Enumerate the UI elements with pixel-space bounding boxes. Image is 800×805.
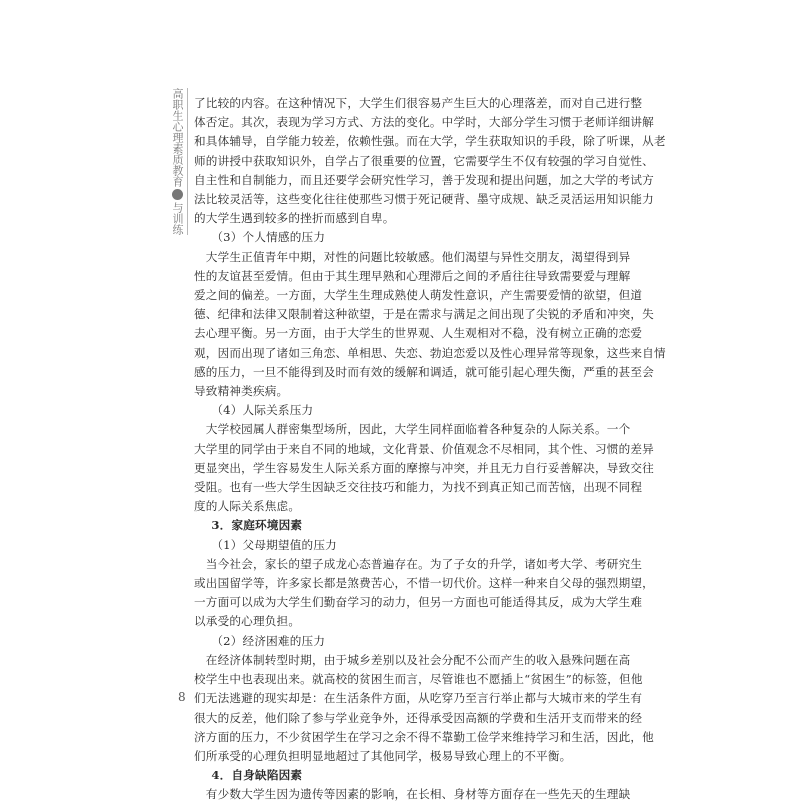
text-line: 以承受的心理负担。 <box>194 614 301 629</box>
text-line: 4．自身缺陷因素 <box>211 768 303 783</box>
page-body <box>194 94 666 805</box>
text-line: （3）个人情感的压力 <box>211 230 326 245</box>
text-line: 受阻。也有一些大学生因缺乏交往技巧和能力，为找不到真正知己而苦恼，出现不同程 <box>194 480 643 495</box>
text-line: 导致精神类疾病。 <box>194 384 289 399</box>
text-line: 们无法逃避的现实却是：在生活条件方面，从吃穿乃至言行举止都与大城市来的学生有 <box>194 691 643 706</box>
text-line: 法比较灵活等，这些变化往往使那些习惯于死记硬背、墨守成规、缺乏灵活运用知识能力 <box>194 192 654 207</box>
text-line: 体否定。其次，表现为学习方式、方法的变化。中学时，大部分学生习惯于老师详细讲解 <box>194 115 654 130</box>
subsection-heading <box>194 632 606 651</box>
text-line: 德、纪律和法律又限制着这种欲望，于是在需求与满足之间出现了尖锐的矛盾和冲突，失 <box>194 307 654 322</box>
text-line: （2）经济困难的压力 <box>211 633 326 648</box>
text-line: 自主性和自制能力，而且还要学会研究性学习，善于发现和提出问题，加之大学的考试方 <box>194 172 654 187</box>
text-line: 去心理平衡。另一方面，由于大学生的世界观、人生观相对不稳，没有树立正确的恋爱 <box>194 326 643 341</box>
text-line: 更显突出，学生容易发生人际关系方面的摩擦与冲突，并且无力自行妥善解决，导致交往 <box>194 460 654 475</box>
text-line: 3．家庭环境因素 <box>211 518 303 533</box>
text-line: 一方面可以成为大学生们勤奋学习的动力，但另一方面也可能适得其反，成为大学生难 <box>194 595 643 610</box>
text-line: （1）父母期望值的压力 <box>211 537 337 552</box>
subsection-heading <box>194 401 606 420</box>
paragraph <box>194 420 654 516</box>
book-title-vertical: 高职生心理素质教育 <box>171 88 184 187</box>
running-header-vertical <box>170 88 188 235</box>
text-line: 很大的反差，他们除了参与学业竞争外，还得承受因高额的学费和生活开支而带来的经 <box>194 710 643 725</box>
text-line: 大学生正值青年中期，对性的问题比较敏感。他们渴望与异性交朋友，渴望得到异 <box>194 249 631 264</box>
subsection-heading <box>194 228 606 247</box>
text-line: 师的讲授中获取知识外，自学占了很重要的位置，它需要学生不仅有较强的学习自觉性、 <box>194 153 654 168</box>
text-line: 了比较的内容。在这种情况下，大学生们很容易产生巨大的心理落差，而对自己进行整 <box>194 96 643 110</box>
text-line: 有少数大学生因为遗传等因素的影响，在长相、身材等方面存在一些先天的生理缺 <box>194 787 631 802</box>
text-line: 在经济体制转型时期，由于城乡差别以及社会分配不公而产生的收入悬殊问题在高 <box>194 652 631 667</box>
text-line: 的大学生遇到较多的挫折而感到自卑。 <box>194 211 395 226</box>
text-line: 性的友谊甚至爱情。但由于其生理早熟和心理滞后之间的矛盾往往导致需要爱与理解 <box>194 268 631 283</box>
text-line: 当今社会，家长的望子成龙心态普遍存在。为了子女的升学，诸如考大学、考研究生 <box>194 556 643 571</box>
text-line: 感的压力，一旦不能得到及时而有效的缓解和调适，就可能引起心理失衡，严重的甚至会 <box>194 364 654 379</box>
text-line: 们所承受的心理负担明显地超过了其他同学，极易导致心理上的不平衡。 <box>194 748 572 763</box>
bullet-dot-icon <box>172 189 183 200</box>
text-line: （4）人际关系压力 <box>211 403 314 418</box>
text-line: 或出国留学等，许多家长都是煞费苦心，不惜一切代价。这样一种来自父母的强烈期望， <box>194 576 654 591</box>
paragraph <box>194 94 666 228</box>
page-number: 8 <box>178 690 186 704</box>
text-line: 大学里的同学由于来自不同的地域，文化背景、价值观念不尽相同，其个性、习惯的差异 <box>194 441 654 456</box>
text-line: 大学校园属人群密集型场所，因此，大学生同样面临着各种复杂的人际关系。一个 <box>194 422 631 437</box>
section-heading <box>194 766 606 785</box>
text-line: 观，因而出现了诸如三角恋、单相思、失恋、勃迫恋爱以及性心理异常等现象，这些来自情 <box>194 345 666 360</box>
text-line: 济方面的压力，不少贫困学生在学习之余不得不靠勤工俭学来维持学习和生活，因此，他 <box>194 729 654 744</box>
section-heading <box>194 516 606 535</box>
subsection-heading <box>194 536 606 555</box>
paragraph <box>194 555 654 632</box>
book-title-vertical-suffix: 与训练 <box>171 202 184 235</box>
text-line: 校学生中也表现出来。就高校的贫困生而言，尽管谁也不愿插上“贫困生”的标签，但他 <box>194 672 643 687</box>
paragraph <box>194 248 666 402</box>
text-line: 和具体辅导，自学能力较差，依赖性强。而在大学，学生获取知识的手段，除了听课，从老 <box>194 134 666 149</box>
paragraph <box>194 651 654 766</box>
text-line: 爱之间的偏差。一方面，大学生生理成熟使人萌发性意识，产生需要爱情的欲望，但道 <box>194 288 643 303</box>
text-line: 度的人际关系焦虑。 <box>194 499 301 514</box>
paragraph <box>194 785 631 804</box>
